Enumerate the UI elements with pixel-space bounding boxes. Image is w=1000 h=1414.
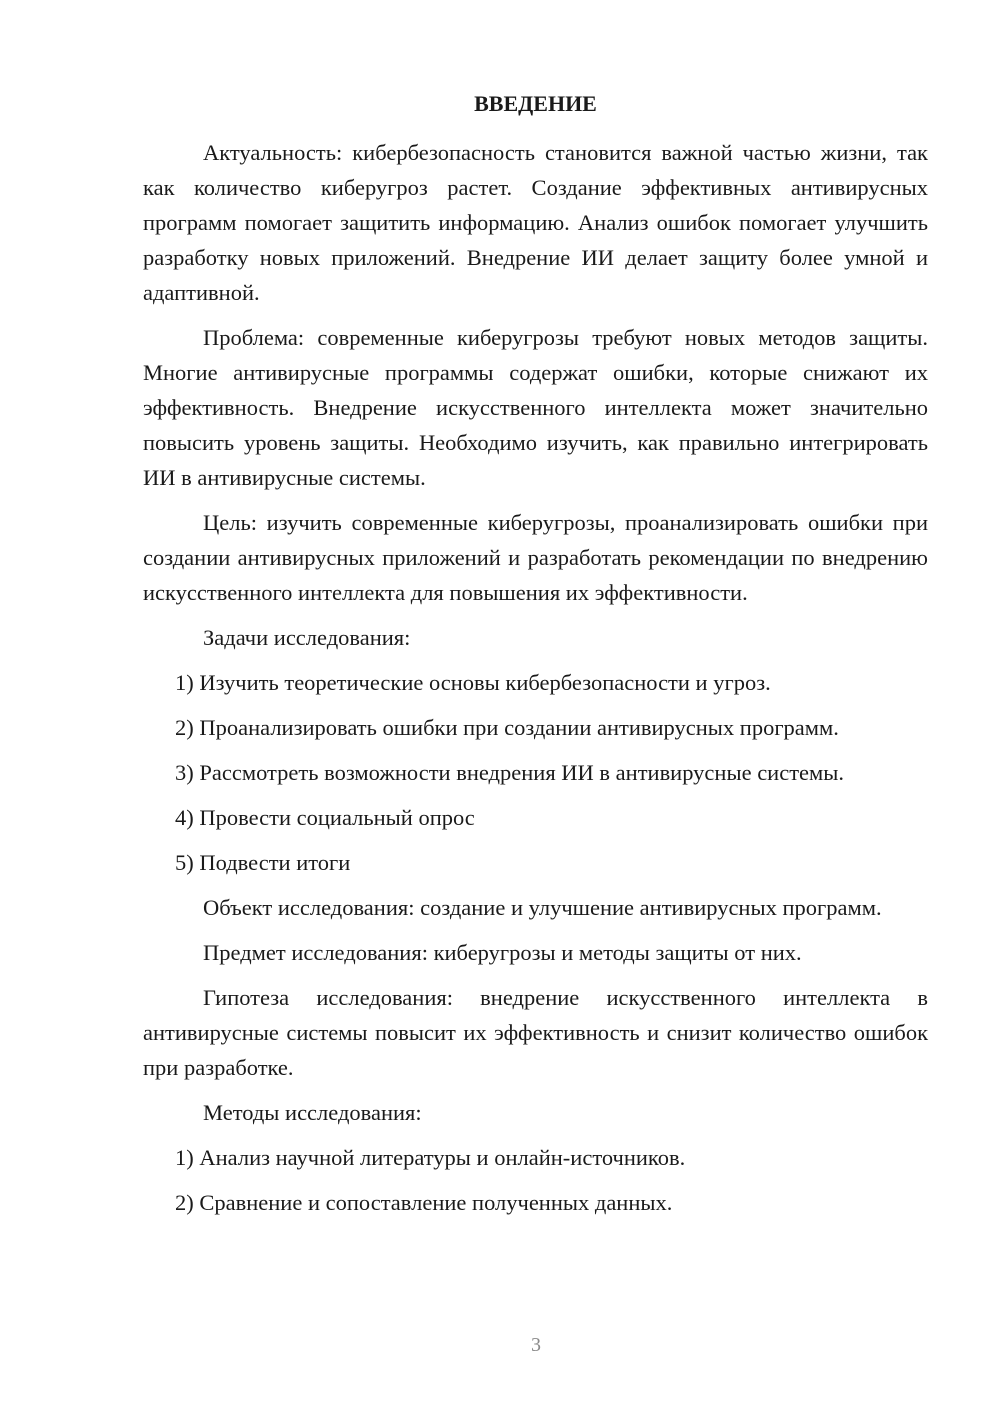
goal-paragraph: Цель: изучить современные киберугрозы, проанализировать ошибки при создании антивирусных приложений и разработать рекомендации по внедрению искусственного интеллекта для повышения их эффективности. xyxy=(143,510,928,605)
list-item: 1) Анализ научной литературы и онлайн-источников. xyxy=(175,1145,686,1170)
page-number: 3 xyxy=(531,1334,541,1356)
methods-heading: Методы исследования: xyxy=(203,1100,422,1125)
document-page xyxy=(143,90,928,1230)
list-item: 5) Подвести итоги xyxy=(175,850,351,875)
relevance-paragraph: Актуальность: кибербезопасность становится важной частью жизни, так как количество киберугроз растет. Создание эффективных антивирусных программ помогает защитить информацию. Анализ ошибок помогает улучшить разработку новых приложений. Внедрение ИИ делает защиту более умной и адаптивной. xyxy=(143,140,928,305)
list-item: 2) Проанализировать ошибки при создании антивирусных программ. xyxy=(175,715,839,740)
list-item: 3) Рассмотреть возможности внедрения ИИ в антивирусные системы. xyxy=(175,760,845,785)
list-item: 2) Сравнение и сопоставление полученных данных. xyxy=(175,1190,673,1215)
tasks-list xyxy=(143,665,928,880)
list-item: 4) Провести социальный опрос xyxy=(175,805,475,830)
subject-paragraph: Предмет исследования: киберугрозы и методы защиты от них. xyxy=(203,940,802,965)
hypothesis-paragraph: Гипотеза исследования: внедрение искусственного интеллекта в антивирусные системы повысит их эффективность и снизит количество ошибок при разработке. xyxy=(143,985,928,1080)
tasks-heading: Задачи исследования: xyxy=(203,625,411,650)
list-item: 1) Изучить теоретические основы кибербезопасности и угроз. xyxy=(175,670,771,695)
methods-list xyxy=(143,1140,928,1220)
problem-paragraph: Проблема: современные киберугрозы требуют новых методов защиты. Многие антивирусные программы содержат ошибки, которые снижают их эффективность. Внедрение искусственного интеллекта может значительно повысить уровень защиты. Необходимо изучить, как правильно интегрировать ИИ в антивирусные системы. xyxy=(143,325,928,490)
object-paragraph: Объект исследования: создание и улучшение антивирусных программ. xyxy=(203,895,882,920)
page-title: ВВЕДЕНИЕ xyxy=(474,91,597,116)
